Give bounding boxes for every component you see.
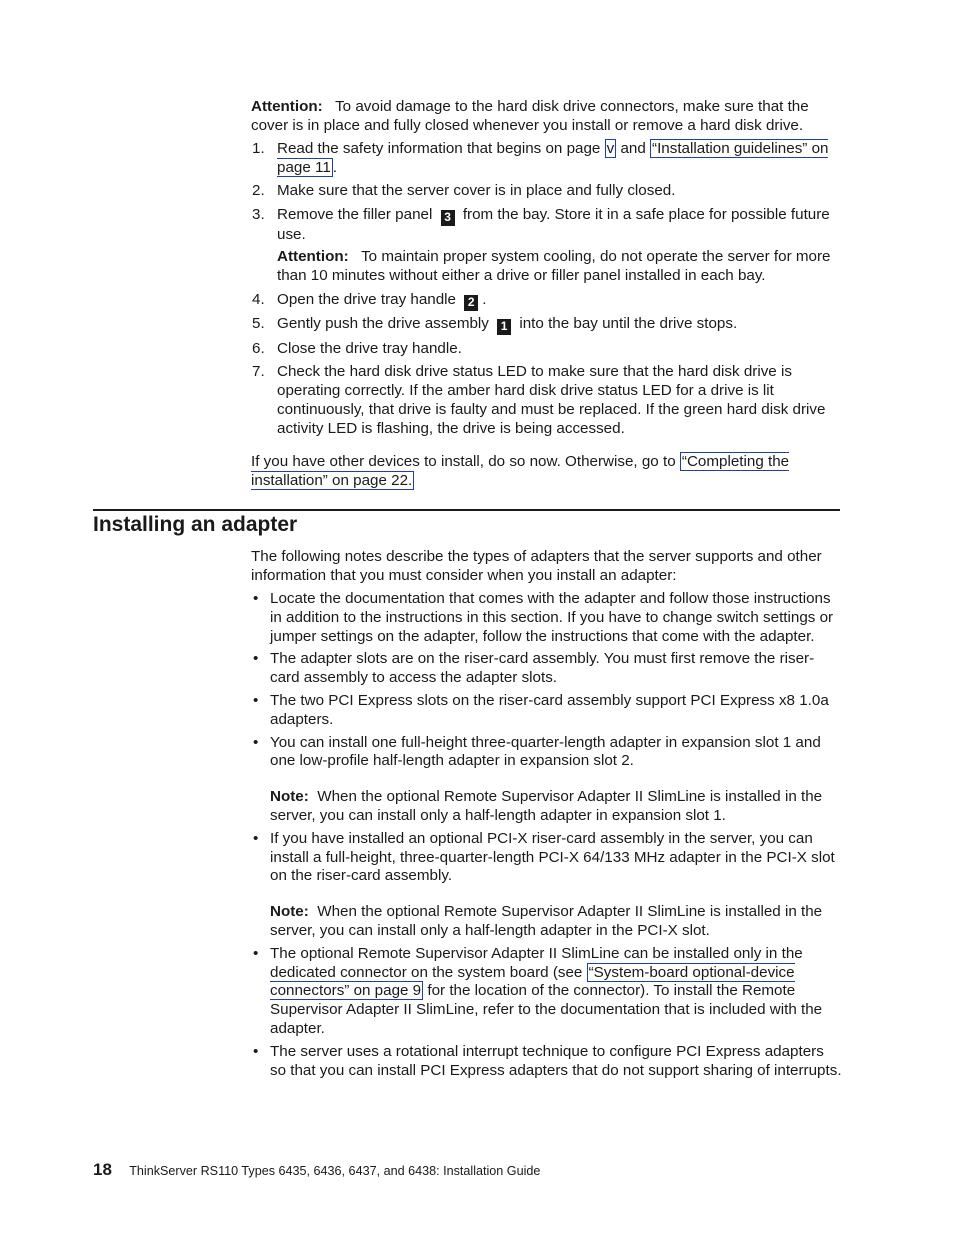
step-text-end: . [332,158,338,176]
step-text: Remove the filler panel [277,205,433,223]
list-item [251,1043,843,1081]
step-text-end: . [482,290,487,308]
step-text-end: into the bay until the drive stops. [519,315,738,333]
step-number: 6. [252,339,265,357]
step-attention [277,248,843,286]
list-item-text: If you have installed an optional PCI-X riser-card assembly in the server, you can install a full-height, three-quarter-length PCI-X 64/133 MHz adapter in the PCI-X slot on the riser-card assembly. [270,829,835,885]
step-number: 4. [252,290,265,308]
step-1 [251,140,843,178]
section-title: Installing an adapter [93,513,298,536]
bullet: • [253,829,259,847]
step-text-mid: and [620,140,646,157]
attention-text: To maintain proper system cooling, do not operate the server for more than 10 minutes without either a drive or filler panel installed in each bay. [277,248,831,285]
note-label: Note: [270,788,309,806]
page-v-link[interactable]: v [606,140,615,157]
bullet: • [253,1042,259,1060]
system-board-connectors-link[interactable]: “System-board optional-device connectors” on page 9 [270,963,795,1000]
step-number: 2. [252,182,265,200]
list-item-text: You can install one full-height three-quarter-length adapter in expansion slot 1 and one low-profile half-length adapter in expansion slot 2. [270,733,821,770]
step-7 [251,363,843,438]
bullet: • [253,944,259,962]
step-6 [251,340,843,359]
step-text: Close the drive tray handle. [277,339,462,357]
step-5 [251,315,843,335]
list-item-text: The two PCI Express slots on the riser-card assembly support PCI Express x8 1.0a adapters. [270,691,829,728]
note-text: When the optional Remote Supervisor Adapter II SlimLine is installed in the server, you can install only a half-length adapter in expansion slot 1. [270,788,823,824]
next-step-paragraph [251,453,843,491]
attention-label: Attention: [251,98,323,115]
note-paragraph [270,788,843,826]
step-number: 5. [252,315,265,333]
list-item [251,692,843,730]
bullet: • [253,733,259,751]
procedure-steps [251,140,843,443]
step-text: Read the safety information that begins on page [277,140,601,157]
step-2 [251,182,843,201]
step-number: 1. [252,140,265,157]
list-item [251,650,843,688]
list-item [251,945,843,1039]
installation-guidelines-link[interactable]: “Installation guidelines” on page 11 [277,140,829,176]
list-item [251,734,843,826]
list-item-text: Locate the documentation that comes with the adapter and follow those instructions in addition to the instructions in this section. If you have to change switch settings or jumper settings on the adapter, follow the instructions that come with the adapter. [270,590,834,645]
list-item-text-end: for the location of the connector). To install the Remote Supervisor Adapter II SlimLine, refer to the documentation that is included with the adapter. [270,982,823,1037]
page-footer [93,1161,540,1181]
step-number: 7. [252,363,265,381]
step-text: Make sure that the server cover is in place and fully closed. [277,182,676,200]
attention-text: To avoid damage to the hard disk drive connectors, make sure that the cover is in place and fully closed whenever you install or remove a hard disk drive. [251,98,809,134]
note-paragraph [270,903,843,941]
attention-paragraph [251,98,843,136]
step-text: Open the drive tray handle [277,290,456,308]
list-item [251,830,843,941]
list-item [251,590,843,646]
section-rule [93,509,840,511]
step-number: 3. [252,205,265,223]
list-item-text: The optional Remote Supervisor Adapter II SlimLine can be installed only in the dedicated connector on the system board (see [270,944,803,981]
step-text-end: from the bay. Store it in a safe place for possible future use. [277,205,830,243]
callout-number: 2 [464,295,478,311]
step-4 [251,291,843,311]
adapter-notes [251,590,843,1084]
note-text: When the optional Remote Supervisor Adapter II SlimLine is installed in the server, you can install only a half-length adapter in the PCI-X slot. [270,903,823,939]
bullet: • [253,691,259,709]
attention-label: Attention: [277,248,349,266]
step-3 [251,206,843,286]
list-item-text: The adapter slots are on the riser-card assembly. You must first remove the riser-card assembly to access the adapter slots. [270,650,815,687]
callout-number: 3 [441,210,455,226]
next-step-text: If you have other devices to install, do so now. Otherwise, go to [251,453,676,470]
bullet: • [253,590,259,607]
list-item-text: The server uses a rotational interrupt technique to configure PCI Express adapters so that you can install PCI Express adapters that do not support sharing of interrupts. [270,1042,842,1079]
step-text: Check the hard disk drive status LED to make sure that the hard disk drive is operating correctly. If the amber hard disk drive status LED for a drive is lit continuously, that drive is faulty and must be replaced. If the green hard disk drive activity LED is flashing, the drive is being accessed. [277,363,826,437]
document-title: ThinkServer RS110 Types 6435, 6436, 6437, and 6438: Installation Guide [129,1164,541,1178]
page-number: 18 [93,1160,112,1179]
section-intro: The following notes describe the types of adapters that the server supports and other information that you must consider when you install an adapter: [251,548,822,584]
completing-installation-link[interactable]: “Completing the installation” on page 22. [251,453,790,489]
step-text: Gently push the drive assembly [277,315,489,333]
bullet: • [253,650,259,668]
callout-number: 1 [497,319,511,335]
note-label: Note: [270,903,309,921]
